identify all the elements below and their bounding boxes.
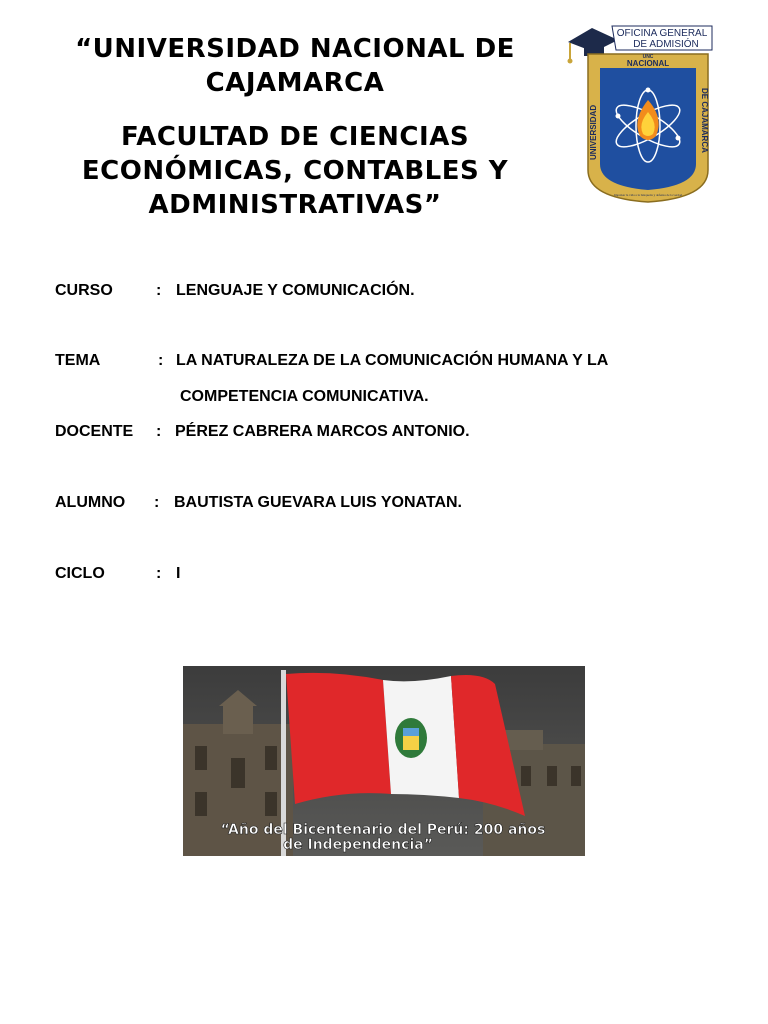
photo-caption-line-1: “Año del Bicentenario del Perú: 200 años	[220, 822, 546, 838]
logo-banner-top: OFICINA GENERAL	[616, 28, 708, 39]
tema-value-line-1: LA NATURALEZA DE LA COMUNICACIÓN HUMANA Y LA	[176, 352, 609, 369]
alumno-value: BAUTISTA GUEVARA LUIS YONATAN.	[174, 494, 462, 511]
tema-colon: :	[158, 352, 164, 369]
logo-right-arc: DE CAJAMARCA	[700, 88, 709, 153]
ciclo-label: CICLO	[55, 565, 105, 582]
docente-label: DOCENTE	[55, 423, 134, 440]
faculty-name-line-2: ECONÓMICAS, CONTABLES Y	[81, 156, 509, 186]
tema-label: TEMA	[55, 352, 101, 369]
tema-value-line-2: COMPETENCIA COMUNICATIVA.	[180, 388, 429, 405]
alumno-label: ALUMNO	[55, 494, 126, 511]
docente-value: PÉREZ CABRERA MARCOS ANTONIO.	[175, 423, 470, 440]
logo-motto: Impulsar la vida a la búsqueda y defensa de la verdad	[613, 193, 683, 197]
university-name-line-1: “UNIVERSIDAD NACIONAL DE	[75, 34, 515, 64]
university-name-line-2: CAJAMARCA	[205, 68, 385, 98]
ciclo-colon: :	[156, 565, 162, 582]
docente-colon: :	[156, 423, 162, 440]
curso-value: LENGUAJE Y COMUNICACIÓN.	[176, 282, 415, 299]
university-logo	[566, 20, 714, 208]
logo-nacional: NACIONAL	[626, 59, 670, 68]
faculty-name-line-1: FACULTAD DE CIENCIAS	[120, 122, 470, 152]
curso-colon: :	[156, 282, 162, 299]
logo-left-arc: UNIVERSIDAD	[589, 104, 598, 160]
ciclo-value: I	[176, 565, 181, 582]
alumno-colon: :	[154, 494, 160, 511]
faculty-name-line-3: ADMINISTRATIVAS”	[148, 190, 442, 220]
document-title	[40, 32, 550, 222]
photo-caption-line-2: de Independencia”	[283, 837, 433, 853]
curso-label: CURSO	[55, 282, 113, 299]
logo-unc: UNC	[642, 54, 654, 60]
logo-banner-bottom: DE ADMISIÓN	[633, 39, 699, 50]
bicentenary-flag-photo	[183, 666, 585, 856]
